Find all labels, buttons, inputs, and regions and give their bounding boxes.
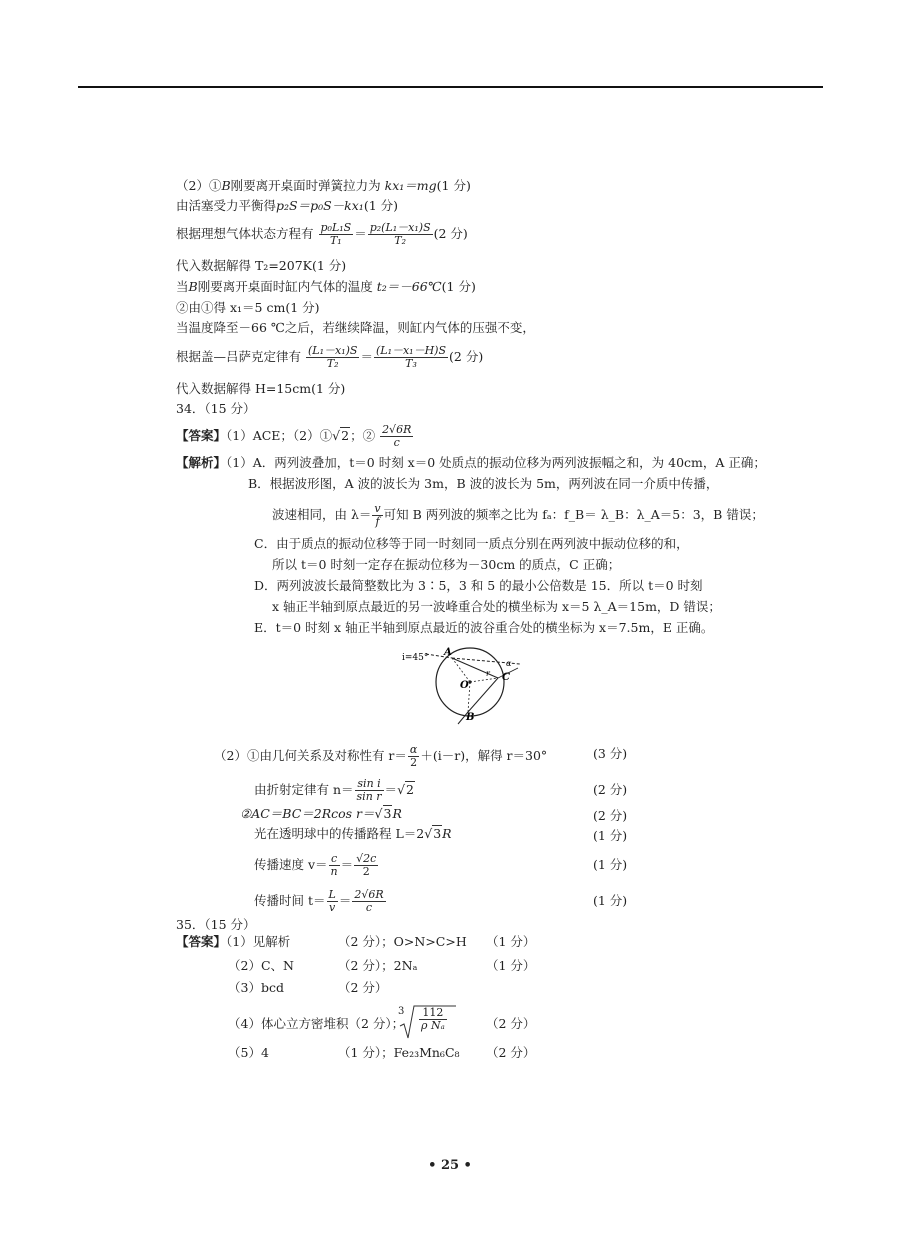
q34-step-1: （2）①由几何关系及对称性有 r＝ $\frac{\alpha}{2}$ ＋(i－r)，解得 r＝30°	[214, 743, 548, 769]
q35-row-5-a: （5）4	[228, 1045, 269, 1060]
q34-exp-e: E．t＝0 时刻 x 轴正半轴到原点最近的波谷重合处的横坐标为 x＝7.5m，E 正确。	[254, 620, 714, 635]
q33-line-4: 代入数据解得 T₂=207K(1 分)	[176, 258, 347, 273]
q35-row-2-b: （2 分）；2Nₐ	[338, 958, 418, 973]
fig-angle-label: i=45°	[402, 653, 429, 663]
q33-line-5: 当B刚要离开桌面时缸内气体的温度 t₂＝－66℃(1 分)	[176, 279, 476, 294]
q34-exp-d2: x 轴正半轴到原点最近的另一波峰重合处的横坐标为 x＝5 λ_A＝15m，D 错误；	[272, 599, 721, 614]
q33-line-1: （2）①B刚要离开桌面时弹簧拉力为 kx₁＝mg(1 分)	[176, 178, 471, 193]
q35-row-3-b: （2 分）	[338, 980, 388, 995]
q34-step-4: 光在透明球中的传播路程 L＝2√3R	[254, 826, 452, 841]
q34-exp-d1: D．两列波波长最简整数比为 3∶5，3 和 5 的最小公倍数是 15．所以 t＝0 时刻	[254, 578, 703, 593]
q34-step-5-score: (1 分)	[593, 857, 628, 872]
q35-row-2-c: （1 分）	[486, 958, 536, 973]
q34-exp-a: 【解析】（1）A．两列波叠加，t＝0 时刻 x＝0 处质点的振动位移为两列波振幅之和，为 40cm，A 正确；	[176, 455, 766, 470]
fig-label-r: r	[486, 669, 490, 678]
q34-step-2-score: (2 分)	[593, 782, 628, 797]
q34-step-2: 由折射定律有 n＝ $\frac{\text{sin i}}{\text{sin r}}$ ＝√2	[254, 777, 414, 803]
q33-line-6: ②由①得 x₁＝5 cm(1 分)	[176, 300, 320, 315]
q34-exp-b1: B．根据波形图，A 波的波长为 3m，B 波的波长为 5m，两列波在同一介质中传播，	[248, 476, 719, 491]
q35-row-4-c: （2 分）	[486, 1016, 536, 1031]
q34-exp-b2: 波速相同，由 λ＝ $\frac{v}{f}$ 可知 B 两列波的频率之比为 fₐ：f_B＝ λ_B：λ_A＝5：3，B 错误；	[272, 502, 764, 528]
fig-point-o: O	[460, 680, 469, 691]
fig-label-alpha: α	[506, 659, 512, 668]
q35-row-2-a: （2）C、N	[228, 958, 294, 973]
q33-line-8: 根据盖—吕萨克定律有 $\frac{\text{(L₁－x₁)S}}{\text{T₂}}$ ＝ $\frac{\text{(L₁－x₁－H)S}}{\text{T₃}}$ (2 分)	[176, 344, 484, 370]
q34-heading: 34．（15 分）	[176, 401, 256, 416]
q33-line-3: 根据理想气体状态方程有 $\frac{\text{p₀L₁S}}{\text{T₁}}$ ＝ $\frac{\text{p₂(L₁－x₁)S}}{\text{T₂}}$ (2 分)	[176, 221, 468, 247]
q35-row-4-a: （4）体心立方密堆积（2 分）；	[228, 1016, 405, 1031]
q34-step-4-score: (1 分)	[593, 828, 628, 843]
q34-step-3: ②AC＝BC＝2Rcos r＝√3R	[240, 806, 402, 821]
q34-step-6: 传播时间 t＝ $\frac{L}{v}$ ＝ $\frac{2√6R}{c}$	[254, 888, 384, 914]
q33-line-7: 当温度降至－66 ℃之后，若继续降温，则缸内气体的压强不变，	[176, 320, 535, 335]
refraction-diagram	[400, 644, 530, 726]
header-rule	[78, 86, 823, 88]
fig-point-a: A	[444, 647, 452, 658]
q35-row-3-a: （3）bcd	[228, 980, 284, 995]
fig-point-b: B	[466, 712, 475, 723]
q34-exp-c2: 所以 t＝0 时刻一定存在振动位移为－30cm 的质点，C 正确；	[272, 557, 621, 572]
q34-step-5: 传播速度 v＝ $\frac{c}{n}$ ＝ $\frac{√2c}{2}$	[254, 852, 377, 878]
page-number: • 25 •	[428, 1158, 472, 1173]
q35-row-1-b: （2 分）；O>N>C>H	[338, 934, 467, 949]
fig-point-c: C	[502, 672, 510, 683]
q34-step-3-score: (2 分)	[593, 808, 628, 823]
q35-row-5-c: （2 分）	[486, 1045, 536, 1060]
q35-row-1: 【答案】（1）见解析	[176, 934, 291, 949]
q35-heading: 35．（15 分）	[176, 917, 256, 932]
q34-exp-c1: C．由于质点的振动位移等于同一时刻同一质点分别在两列波中振动位移的和，	[254, 536, 689, 551]
q34-answer: 【答案】（1）ACE；（2）①√2；② $\frac{2√6R}{c}$	[176, 423, 412, 449]
q33-line-2: 由活塞受力平衡得p₂S＝p₀S－kx₁(1 分)	[176, 198, 398, 213]
q34-step-1-score: (3 分)	[593, 746, 628, 761]
q34-step-6-score: (1 分)	[593, 893, 628, 908]
q35-row-1-c: （1 分）	[486, 934, 536, 949]
q35-row-5-b: （1 分）；Fe₂₃Mn₆C₈	[338, 1045, 460, 1060]
q33-line-9: 代入数据解得 H=15cm(1 分)	[176, 381, 346, 396]
